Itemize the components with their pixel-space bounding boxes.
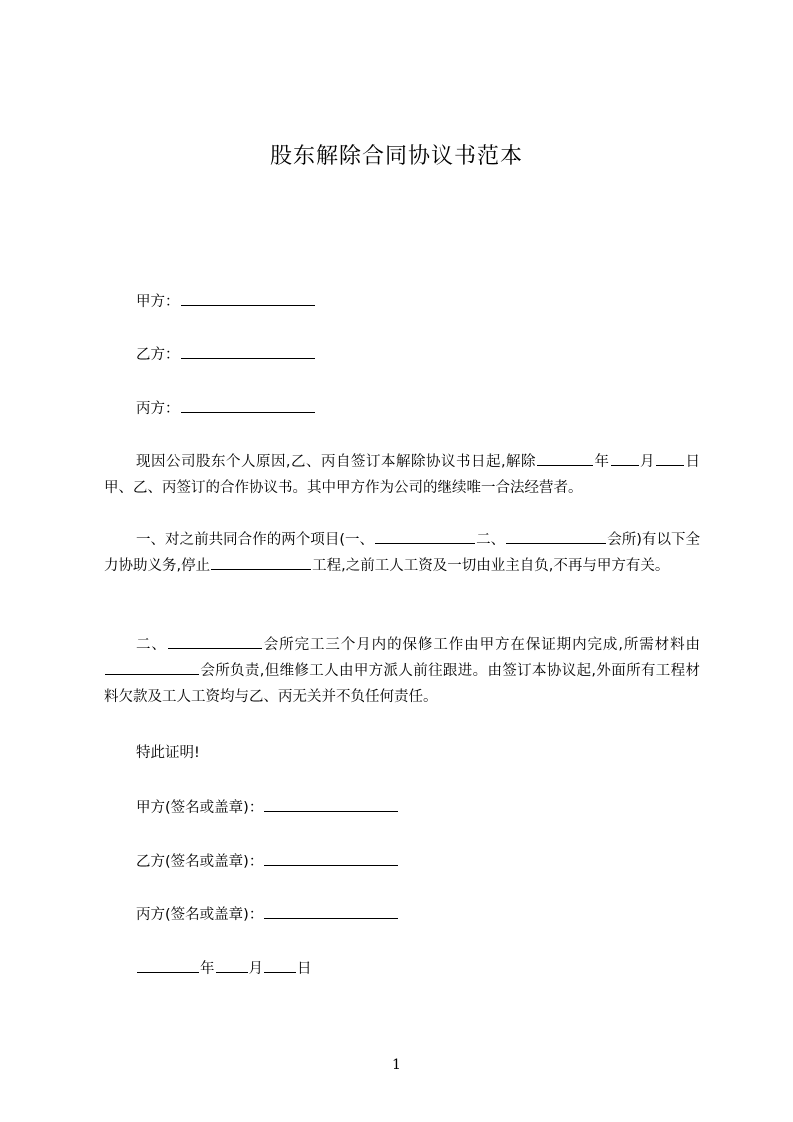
paragraph2-text-c: 会所)有以下全力协助义务,停止: [104, 532, 701, 574]
party-c-label: 丙方：: [136, 401, 180, 417]
paragraph1-text-b: 年: [594, 454, 610, 470]
paragraph3-text-c: 会所负责,但维修工人由甲方派人前往跟进。由签订本协议起,外面所有工程材料欠款及工人工资均与乙、丙无关并不负任何责任。: [104, 663, 700, 705]
project-two-blank: [506, 529, 606, 544]
paragraph-projects: [104, 527, 700, 579]
certification-text: 特此证明!: [136, 745, 200, 761]
party-a-line: [136, 291, 316, 312]
paragraph2-text-a: 一、对之前共同合作的两个项目(一、: [136, 532, 375, 548]
date-year-label: 年: [200, 961, 215, 977]
signature-b-line: [136, 851, 399, 872]
party-c-blank: [181, 398, 315, 413]
signature-a-line: [136, 797, 399, 818]
signature-a-label: 甲方(签名或盖章)：: [136, 800, 264, 816]
paragraph3-text-b: 会所完工三个月内的保修工作由甲方在保证期内完成,所需材料由: [262, 637, 701, 653]
page-number: 1: [392, 1057, 401, 1073]
clubhouse-blank: [168, 634, 262, 649]
signature-a-blank: [264, 797, 398, 812]
materials-blank: [105, 660, 199, 675]
date-month-label: 月: [248, 961, 263, 977]
month-blank: [611, 451, 639, 466]
signature-b-label: 乙方(签名或盖章)：: [136, 854, 264, 870]
paragraph1-text-a: 现因公司股东个人原因,乙、丙自签订本解除协议书日起,解除: [136, 454, 537, 470]
date-day-blank: [264, 958, 296, 973]
paragraph-warranty: [104, 632, 700, 710]
paragraph1-text-c: 月: [639, 454, 656, 470]
document-title: 股东解除合同协议书范本: [269, 144, 523, 169]
paragraph3-text-a: 二、: [136, 637, 167, 653]
date-year-blank: [137, 958, 199, 973]
day-blank: [656, 451, 684, 466]
signature-c-line: [136, 904, 399, 925]
date-day-label: 日: [297, 961, 312, 977]
paragraph2-text-d: 工程,之前工人工资及一切由业主自负,不再与甲方有关。: [312, 558, 670, 574]
party-a-label: 甲方：: [136, 294, 180, 310]
party-a-blank: [181, 291, 315, 306]
party-c-line: [136, 398, 316, 419]
signature-b-blank: [264, 851, 398, 866]
party-b-line: [136, 344, 316, 365]
party-b-label: 乙方：: [136, 347, 180, 363]
party-b-blank: [181, 344, 315, 359]
paragraph2-text-b: 二、: [476, 532, 506, 548]
signature-c-label: 丙方(签名或盖章)：: [136, 907, 264, 923]
stop-project-blank: [211, 555, 311, 570]
signature-c-blank: [264, 904, 398, 919]
year-blank: [537, 451, 593, 466]
paragraph1-text-d: 日甲、乙、丙签订的合作协议书。其中甲方作为公司的继续唯一合法经营者。: [104, 454, 701, 496]
date-line: [136, 958, 312, 979]
project-one-blank: [375, 529, 475, 544]
paragraph-termination: [104, 449, 700, 501]
date-month-blank: [216, 958, 248, 973]
